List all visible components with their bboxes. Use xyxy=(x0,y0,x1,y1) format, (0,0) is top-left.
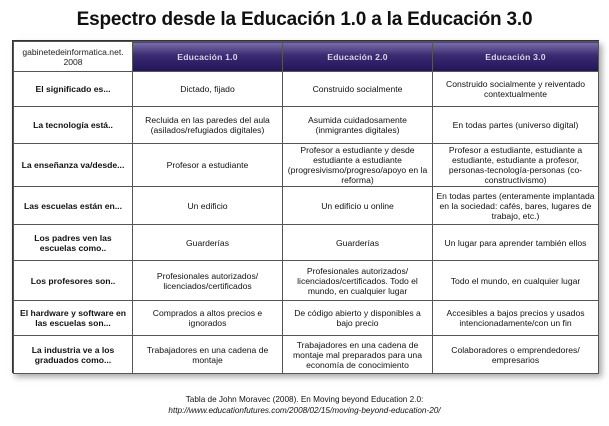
table-cell: Construido socialmente y reiventado contextualmente xyxy=(433,72,599,107)
row-label: La industria ve a los graduados como... xyxy=(14,336,133,374)
table-cell: Asumida cuidadosamente (inmigrantes digitales) xyxy=(283,107,433,144)
comparison-table-frame xyxy=(12,40,599,373)
table-cell: Un edificio u online xyxy=(283,187,433,225)
table-cell: Recluida en las paredes del aula (asilados/refugiados digitales) xyxy=(133,107,283,144)
table-cell: Un lugar para aprender también ellos xyxy=(433,225,599,261)
corner-credit: gabinetedeinformatica.net. 2008 xyxy=(14,42,133,72)
table-cell: Accesibles a bajos precios y usados intencionadamente/con un fin xyxy=(433,301,599,336)
comparison-table xyxy=(13,41,599,374)
table-row xyxy=(14,301,599,336)
table-cell: Colaboradores o emprendedores/ empresarios xyxy=(433,336,599,374)
table-row xyxy=(14,225,599,261)
row-label: El hardware y software en las escuelas son... xyxy=(14,301,133,336)
row-label: La enseñanza va/desde... xyxy=(14,144,133,187)
header-row xyxy=(14,42,599,72)
column-header-edu1: Educación 1.0 xyxy=(133,42,283,72)
table-cell: Trabajadores en una cadena de montaje mal preparados para una economía de conocimiento xyxy=(283,336,433,374)
row-label: Los padres ven las escuelas como.. xyxy=(14,225,133,261)
table-cell: Todo el mundo, en cualquier lugar xyxy=(433,261,599,301)
table-row xyxy=(14,107,599,144)
table-cell: Profesor a estudiante, estudiante a estudiante, estudiante a profesor, personas-tecnología-personas (co-constructivismo) xyxy=(433,144,599,187)
table-cell: De código abierto y disponibles a bajo precio xyxy=(283,301,433,336)
page-title: Espectro desde la Educación 1.0 a la Educación 3.0 xyxy=(76,9,533,30)
column-header-edu3: Educación 3.0 xyxy=(433,42,599,72)
table-row xyxy=(14,336,599,374)
table-cell: Profesionales autorizados/ licenciados/certificados xyxy=(133,261,283,301)
table-cell: Profesor a estudiante xyxy=(133,144,283,187)
source-url: http://www.educationfutures.com/2008/02/15/moving-beyond-education-20/ xyxy=(168,406,441,415)
row-label: La tecnología está.. xyxy=(14,107,133,144)
table-cell: Trabajadores en una cadena de montaje xyxy=(133,336,283,374)
table-cell: En todas partes (enteramente implantada en la sociedad: cafés, bares, lugares de trabajo, etc.) xyxy=(433,187,599,225)
table-row xyxy=(14,187,599,225)
table-cell: Guarderías xyxy=(283,225,433,261)
table-row xyxy=(14,261,599,301)
row-label: El significado es... xyxy=(14,72,133,107)
column-header-edu2: Educación 2.0 xyxy=(283,42,433,72)
table-cell: Profesor a estudiante y desde estudiante a estudiante (progresivismo/progreso/apoyo en la reforma) xyxy=(283,144,433,187)
table-cell: Dictado, fijado xyxy=(133,72,283,107)
table-cell: Guarderías xyxy=(133,225,283,261)
row-label: Los profesores son.. xyxy=(14,261,133,301)
table-cell: Comprados a altos precios e ignorados xyxy=(133,301,283,336)
table-row xyxy=(14,72,599,107)
table-cell: Un edificio xyxy=(133,187,283,225)
row-label: Las escuelas están en... xyxy=(14,187,133,225)
table-row xyxy=(14,144,599,187)
source-caption: Tabla de John Moravec (2008). En Moving beyond Education 2.0: xyxy=(185,395,424,404)
table-cell: En todas partes (universo digital) xyxy=(433,107,599,144)
table-cell: Profesionales autorizados/ licenciados/certificados. Todo el mundo, en cualquier lugar xyxy=(283,261,433,301)
table-cell: Construido socialmente xyxy=(283,72,433,107)
